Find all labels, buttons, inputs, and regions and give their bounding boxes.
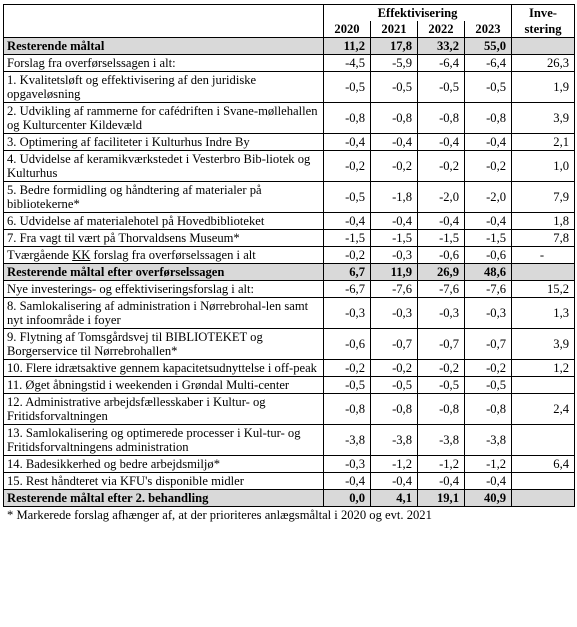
year-value-cell: -0,2	[465, 151, 512, 182]
investering-cell	[512, 473, 575, 490]
year-value-cell: -7,6	[418, 281, 465, 298]
year-header: 2021	[371, 21, 418, 38]
year-value-cell: -0,8	[418, 394, 465, 425]
row-label: Forslag fra overførselssagen i alt:	[4, 55, 324, 72]
investering-cell: 6,4	[512, 456, 575, 473]
year-value-cell: -0,3	[371, 247, 418, 264]
header-row-years	[4, 21, 575, 38]
header-blank-cell	[4, 21, 324, 38]
year-value-cell: -0,2	[418, 151, 465, 182]
year-value-cell: -6,7	[324, 281, 371, 298]
year-value-cell: -1,5	[465, 230, 512, 247]
row-label: 13. Samlokalisering og optimerede processer i Kul-tur- og Fritidsforvaltningens administration	[4, 425, 324, 456]
investering-header-line2: stering	[512, 21, 575, 38]
year-value-cell: -0,8	[324, 394, 371, 425]
investering-cell: -	[512, 247, 575, 264]
table-row	[4, 182, 575, 213]
table-row	[4, 55, 575, 72]
year-value-cell: 26,9	[418, 264, 465, 281]
year-value-cell: -0,8	[465, 394, 512, 425]
year-value-cell: -0,5	[465, 377, 512, 394]
table-row	[4, 247, 575, 264]
investering-cell: 1,0	[512, 151, 575, 182]
row-label: 2. Udvikling af rammerne for cafédriften i Svane-møllehallen og Kulturcenter Kildevæld	[4, 103, 324, 134]
year-value-cell: -0,8	[371, 103, 418, 134]
investering-cell: 2,4	[512, 394, 575, 425]
year-value-cell: -2,0	[465, 182, 512, 213]
table-row	[4, 360, 575, 377]
year-value-cell: -7,6	[465, 281, 512, 298]
year-value-cell: -2,0	[418, 182, 465, 213]
year-value-cell: -0,4	[371, 473, 418, 490]
year-value-cell: -0,3	[418, 298, 465, 329]
table-row	[4, 151, 575, 182]
row-label: 15. Rest håndteret via KFU's disponible midler	[4, 473, 324, 490]
year-value-cell: 48,6	[465, 264, 512, 281]
row-label: 9. Flytning af Tomsgårdsvej til BIBLIOTEKET og Borgerservice til Nørrebrohallen*	[4, 329, 324, 360]
table-row	[4, 72, 575, 103]
table-row	[4, 394, 575, 425]
year-value-cell: -4,5	[324, 55, 371, 72]
year-value-cell: -0,4	[324, 213, 371, 230]
year-value-cell: 40,9	[465, 490, 512, 507]
table-row	[4, 456, 575, 473]
year-value-cell: 4,1	[371, 490, 418, 507]
year-value-cell: -0,8	[371, 394, 418, 425]
year-value-cell: -0,2	[418, 360, 465, 377]
year-value-cell: -0,8	[418, 103, 465, 134]
investering-cell: 7,9	[512, 182, 575, 213]
investering-cell: 1,9	[512, 72, 575, 103]
row-label: Resterende måltal efter overførselssagen	[4, 264, 324, 281]
year-value-cell: -0,2	[371, 151, 418, 182]
year-value-cell: -0,2	[371, 360, 418, 377]
row-label: 3. Optimering af faciliteter i Kulturhus Indre By	[4, 134, 324, 151]
investering-cell: 1,3	[512, 298, 575, 329]
table-row	[4, 103, 575, 134]
year-value-cell: -0,6	[418, 247, 465, 264]
year-value-cell: -1,8	[371, 182, 418, 213]
year-value-cell: -0,4	[418, 473, 465, 490]
year-value-cell: -0,3	[324, 456, 371, 473]
year-value-cell: -0,4	[324, 134, 371, 151]
row-label-text: forslag fra overførselssagen i alt	[90, 248, 256, 262]
year-value-cell: -1,5	[324, 230, 371, 247]
row-label: 14. Badesikkerhed og bedre arbejdsmiljø*	[4, 456, 324, 473]
year-value-cell: -0,5	[324, 72, 371, 103]
year-value-cell: -7,6	[371, 281, 418, 298]
year-header: 2023	[465, 21, 512, 38]
summary-row	[4, 490, 575, 507]
investering-cell: 2,1	[512, 134, 575, 151]
investering-cell	[512, 490, 575, 507]
year-value-cell: -0,7	[418, 329, 465, 360]
year-value-cell: -0,4	[371, 213, 418, 230]
year-value-cell: -0,5	[324, 182, 371, 213]
year-value-cell: -0,5	[418, 377, 465, 394]
row-label: 6. Udvidelse af materialehotel på Hovedbiblioteket	[4, 213, 324, 230]
investering-cell: 7,8	[512, 230, 575, 247]
year-value-cell: -0,7	[371, 329, 418, 360]
year-value-cell: -0,6	[324, 329, 371, 360]
year-value-cell: -0,4	[324, 473, 371, 490]
year-value-cell: -0,5	[371, 72, 418, 103]
year-value-cell: -5,9	[371, 55, 418, 72]
year-value-cell: -0,6	[465, 247, 512, 264]
row-label: Resterende måltal	[4, 38, 324, 55]
year-value-cell: 6,7	[324, 264, 371, 281]
row-label: 5. Bedre formidling og håndtering af materialer på bibliotekerne*	[4, 182, 324, 213]
year-value-cell: -3,8	[465, 425, 512, 456]
investering-cell: 3,9	[512, 103, 575, 134]
table-row	[4, 281, 575, 298]
table-row	[4, 213, 575, 230]
year-value-cell: 11,9	[371, 264, 418, 281]
investering-cell: 3,9	[512, 329, 575, 360]
year-value-cell: -0,4	[465, 134, 512, 151]
table-row	[4, 230, 575, 247]
investering-cell	[512, 377, 575, 394]
row-label: 12. Administrative arbejdsfællesskaber i Kultur- og Fritidsforvaltningen	[4, 394, 324, 425]
budget-table-container	[3, 4, 574, 523]
row-label-underlined: KK	[72, 248, 91, 262]
investering-cell: 15,2	[512, 281, 575, 298]
investering-cell	[512, 38, 575, 55]
year-value-cell: -0,5	[465, 72, 512, 103]
summary-row	[4, 264, 575, 281]
year-value-cell: -0,3	[371, 298, 418, 329]
row-label: 8. Samlokalisering af administration i Nørrebrohal-len samt nyt infoområde i foyer	[4, 298, 324, 329]
year-value-cell: -0,5	[324, 377, 371, 394]
year-value-cell: -0,4	[418, 213, 465, 230]
row-label	[4, 247, 324, 264]
summary-row	[4, 38, 575, 55]
year-value-cell: -6,4	[418, 55, 465, 72]
year-value-cell: -0,3	[324, 298, 371, 329]
table-row	[4, 329, 575, 360]
table-row	[4, 425, 575, 456]
year-value-cell: -3,8	[324, 425, 371, 456]
year-value-cell: -0,5	[371, 377, 418, 394]
year-value-cell: 17,8	[371, 38, 418, 55]
year-value-cell: -0,8	[465, 103, 512, 134]
year-value-cell: -1,2	[465, 456, 512, 473]
year-header: 2022	[418, 21, 465, 38]
table-row	[4, 298, 575, 329]
year-value-cell: -0,2	[465, 360, 512, 377]
row-label: 7. Fra vagt til vært på Thorvaldsens Museum*	[4, 230, 324, 247]
year-value-cell: 0,0	[324, 490, 371, 507]
year-value-cell: -0,2	[324, 247, 371, 264]
table-row	[4, 473, 575, 490]
year-value-cell: 11,2	[324, 38, 371, 55]
row-label: 4. Udvidelse af keramikværkstedet i Vesterbro Bib-liotek og Kulturhus	[4, 151, 324, 182]
year-value-cell: -0,2	[324, 360, 371, 377]
year-value-cell: -0,4	[371, 134, 418, 151]
investering-cell: 26,3	[512, 55, 575, 72]
row-label: Nye investerings- og effektiviseringsforslag i alt:	[4, 281, 324, 298]
year-value-cell: -3,8	[418, 425, 465, 456]
row-label: 11. Øget åbningstid i weekenden i Grøndal Multi-center	[4, 377, 324, 394]
year-value-cell: -1,5	[418, 230, 465, 247]
year-value-cell: -0,8	[324, 103, 371, 134]
footnote: * Markerede forslag afhænger af, at der prioriteres anlægsmåltal i 2020 og evt. 2021	[7, 508, 432, 522]
year-value-cell: 33,2	[418, 38, 465, 55]
table-row	[4, 134, 575, 151]
year-value-cell: -3,8	[371, 425, 418, 456]
year-value-cell: -6,4	[465, 55, 512, 72]
year-value-cell: -0,2	[324, 151, 371, 182]
budget-table	[3, 4, 575, 507]
year-value-cell: 19,1	[418, 490, 465, 507]
header-row-top	[4, 5, 575, 22]
row-label: 10. Flere idrætsaktive gennem kapacitetsudnyttelse i off-peak	[4, 360, 324, 377]
year-value-cell: -0,7	[465, 329, 512, 360]
investering-cell	[512, 264, 575, 281]
investering-cell	[512, 425, 575, 456]
year-value-cell: -0,4	[418, 134, 465, 151]
investering-cell: 1,2	[512, 360, 575, 377]
year-value-cell: -0,4	[465, 213, 512, 230]
row-label: Resterende måltal efter 2. behandling	[4, 490, 324, 507]
year-header: 2020	[324, 21, 371, 38]
year-value-cell: -1,5	[371, 230, 418, 247]
year-value-cell: -0,5	[418, 72, 465, 103]
investering-cell: 1,8	[512, 213, 575, 230]
investering-header-line1: Inve-	[512, 5, 575, 22]
year-value-cell: -0,4	[465, 473, 512, 490]
header-blank-cell	[4, 5, 324, 22]
row-label-text: Tværgående	[7, 248, 73, 262]
year-value-cell: 55,0	[465, 38, 512, 55]
row-label: 1. Kvalitetsløft og effektivisering af den juridiske opgaveløsning	[4, 72, 324, 103]
year-value-cell: -0,3	[465, 298, 512, 329]
year-value-cell: -1,2	[371, 456, 418, 473]
table-row	[4, 377, 575, 394]
year-value-cell: -1,2	[418, 456, 465, 473]
effektivisering-header: Effektivisering	[324, 5, 512, 22]
